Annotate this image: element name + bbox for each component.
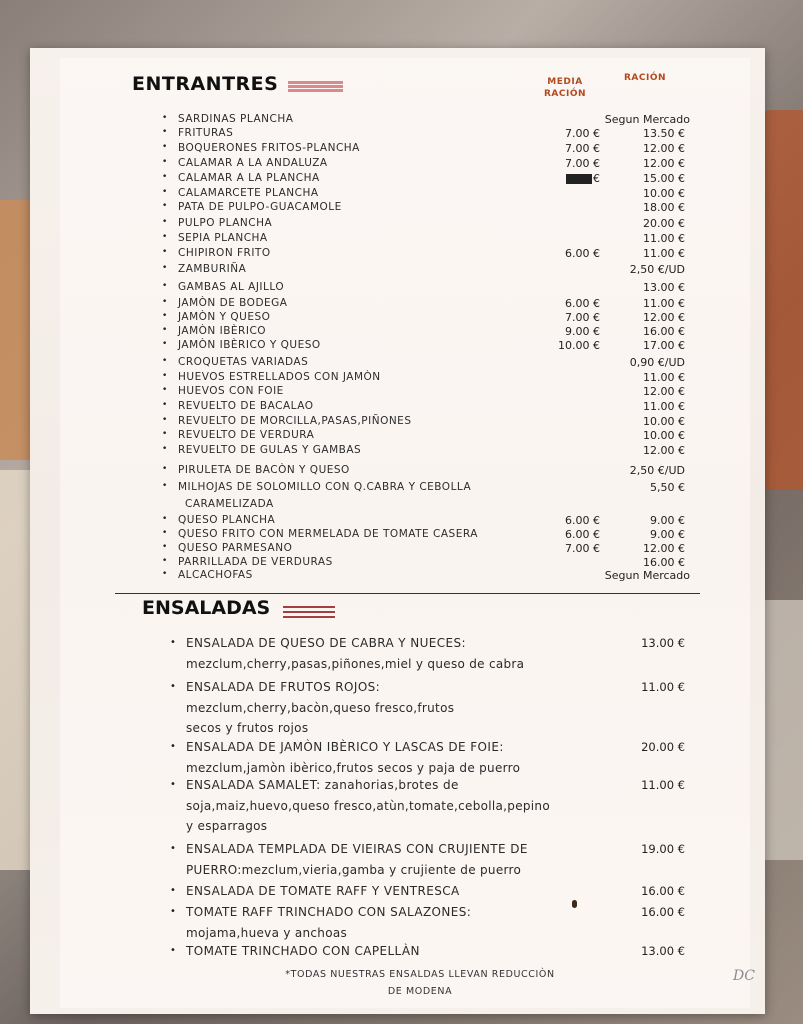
bullet-icon: • (162, 385, 168, 395)
entrante-racion-price: 9.00 € (650, 528, 685, 541)
ensalada-name: TOMATE RAFF TRINCHADO CON SALAZONES: (186, 905, 472, 919)
bullet-icon: • (162, 528, 168, 538)
entrante-name: JAMÒN IBÈRICO (178, 325, 267, 337)
entrante-row (0, 217, 803, 231)
entrante-name: PARRILLADA DE VERDURAS (178, 556, 333, 568)
entrante-row (0, 263, 803, 277)
ensalada-description: mezclum,jamòn ibèrico,frutos secos y paja de puerro (186, 761, 521, 775)
bullet-icon: • (162, 415, 168, 425)
ensaladas-title: ENSALADAS (142, 597, 271, 619)
entrante-row (0, 201, 803, 215)
bullet-icon: • (162, 247, 168, 257)
bullet-icon: • (162, 217, 168, 227)
bullet-icon: • (162, 400, 168, 410)
bullet-icon: • (170, 906, 176, 917)
ensalada-name: ENSALADA DE JAMÒN IBÈRICO Y LASCAS DE FOIE: (186, 740, 504, 754)
entrante-row (0, 281, 803, 295)
ensalada-name: ENSALADA TEMPLADA DE VIEIRAS CON CRUJIENTE DE (186, 842, 528, 856)
entrante-row (0, 385, 803, 399)
entrantes-title: ENTRANTRES (132, 73, 279, 95)
entrante-name: QUESO FRITO CON MERMELADA DE TOMATE CASERA (178, 528, 478, 540)
entrante-name: FRITURAS (178, 127, 234, 139)
bullet-icon: • (162, 444, 168, 454)
entrante-row (0, 297, 803, 311)
entrante-row (0, 325, 803, 339)
entrante-racion-price: 11.00 € (643, 232, 685, 245)
entrante-media-price: 7.00 € (565, 311, 600, 324)
entrante-racion-price: 15.00 € (643, 172, 685, 185)
entrante-racion-price: 11.00 € (643, 247, 685, 260)
ensalada-name: ENSALADA DE FRUTOS ROJOS: (186, 680, 381, 694)
ensalada-name: ENSALADA SAMALET: zanahorias,brotes de (186, 778, 459, 792)
entrante-row (0, 247, 803, 261)
ensalada-price: 11.00 € (641, 680, 685, 694)
entrante-row (0, 232, 803, 246)
entrante-racion-price: 12.00 € (643, 385, 685, 398)
ensalada-description: PUERRO:mezclum,vieria,gamba y crujiente de puerro (186, 863, 522, 877)
bullet-icon: • (170, 681, 176, 692)
entrante-name: CROQUETAS VARIADAS (178, 356, 309, 368)
entrante-row (0, 187, 803, 201)
entrante-name: ALCACHOFAS (178, 569, 253, 581)
bullet-icon: • (162, 201, 168, 211)
entrante-racion-price: Segun Mercado (604, 113, 690, 126)
title-decoration-icon (288, 80, 343, 92)
entrante-media-price: 6.00 € (565, 247, 600, 260)
ensalada-name: ENSALADA DE TOMATE RAFF Y VENTRESCA (186, 884, 460, 898)
bullet-icon: • (162, 297, 168, 307)
entrante-row (0, 556, 803, 570)
entrante-racion-price: 13.00 € (643, 281, 685, 294)
entrante-row (0, 514, 803, 528)
entrante-row (0, 429, 803, 443)
entrante-media-price: 7.00 € (565, 142, 600, 155)
ensalada-price: 11.00 € (641, 778, 685, 792)
bullet-icon: • (162, 311, 168, 321)
ensaladas-note-line2: DE MODENA (387, 986, 453, 997)
entrante-racion-price: 12.00 € (643, 311, 685, 324)
entrante-row (0, 339, 803, 353)
entrante-name: JAMÒN DE BODEGA (178, 297, 288, 309)
entrante-row (0, 528, 803, 542)
signature: DC (733, 968, 755, 984)
entrante-row (0, 157, 803, 171)
ink-mark (572, 900, 577, 908)
entrante-racion-price: 12.00 € (643, 444, 685, 457)
entrante-name-continued: CARAMELIZADA (185, 498, 274, 510)
bullet-icon: • (162, 187, 168, 197)
entrante-name: PIRULETA DE BACÒN Y QUESO (178, 464, 350, 476)
entrante-name: CALAMARCETE PLANCHA (178, 187, 319, 199)
bullet-icon: • (162, 569, 168, 579)
entrante-racion-price: 20.00 € (643, 217, 685, 230)
entrante-row (0, 311, 803, 325)
entrante-media-price: 6.00 € (565, 528, 600, 541)
entrante-name: QUESO PLANCHA (178, 514, 276, 526)
entrante-row (0, 371, 803, 385)
entrante-racion-price: 18.00 € (643, 201, 685, 214)
bullet-icon: • (162, 542, 168, 552)
entrante-media-price: 6.00 € (565, 514, 600, 527)
bullet-icon: • (162, 263, 168, 273)
ensalada-price: 13.00 € (641, 944, 685, 958)
ensalada-description: soja,maiz,huevo,queso fresco,atùn,tomate,cebolla,pepino (186, 799, 550, 813)
entrante-racion-price: 10.00 € (643, 429, 685, 442)
bullet-icon: • (162, 281, 168, 291)
entrante-name: SEPIA PLANCHA (178, 232, 268, 244)
entrante-racion-price: 12.00 € (643, 157, 685, 170)
fork-knife-icon (283, 603, 335, 619)
entrante-row (0, 464, 803, 478)
entrante-racion-price: 10.00 € (643, 415, 685, 428)
bullet-icon: • (162, 232, 168, 242)
entrante-racion-price: 2,50 €/UD (629, 263, 685, 276)
entrante-media-price: 10.00 € (558, 339, 600, 352)
column-header-racion: RACIÓN (623, 73, 667, 83)
entrante-name: JAMÒN IBÈRICO Y QUESO (178, 339, 321, 351)
entrante-row (0, 415, 803, 429)
bullet-icon: • (162, 127, 168, 137)
ensalada-description: mezclum,cherry,bacòn,queso fresco,frutos (186, 701, 455, 715)
bullet-icon: • (162, 325, 168, 335)
ensalada-price: 16.00 € (641, 905, 685, 919)
bullet-icon: • (162, 429, 168, 439)
ensalada-description: mezclum,cherry,pasas,piñones,miel y queso de cabra (186, 657, 525, 671)
ensalada-price: 20.00 € (641, 740, 685, 754)
column-header-media-racion: MEDIA RACIÓN (543, 77, 587, 99)
entrante-name: REVUELTO DE VERDURA (178, 429, 315, 441)
bullet-icon: • (162, 142, 168, 152)
bullet-icon: • (162, 371, 168, 381)
bullet-icon: • (162, 356, 168, 366)
ensalada-description: y esparragos (186, 819, 268, 833)
entrante-name: CALAMAR A LA PLANCHA (178, 172, 320, 184)
entrante-name: BOQUERONES FRITOS-PLANCHA (178, 142, 360, 154)
entrante-media-price: 9.00 € (565, 325, 600, 338)
entrante-name: QUESO PARMESANO (178, 542, 293, 554)
bullet-icon: • (170, 741, 176, 752)
entrante-media-price: 7.00 € (565, 542, 600, 555)
entrante-name: CHIPIRON FRITO (178, 247, 271, 259)
entrante-row (0, 127, 803, 141)
entrante-racion-price: 12.00 € (643, 142, 685, 155)
entrante-racion-price: 16.00 € (643, 556, 685, 569)
entrante-name: REVUELTO DE BACALAO (178, 400, 314, 412)
ensalada-description: mojama,hueva y anchoas (186, 926, 348, 940)
bullet-icon: • (162, 339, 168, 349)
entrante-name: PATA DE PULPO-GUACAMOLE (178, 201, 342, 213)
entrante-row (0, 400, 803, 414)
entrante-racion-price: 5,50 € (650, 481, 685, 494)
entrante-row (0, 481, 803, 495)
entrante-row (0, 542, 803, 556)
ensalada-price: 19.00 € (641, 842, 685, 856)
entrante-media-price: 6.00 € (565, 297, 600, 310)
entrante-name: REVUELTO DE MORCILLA,PASAS,PIÑONES (178, 415, 412, 427)
ensalada-description: secos y frutos rojos (186, 721, 309, 735)
ensalada-name: ENSALADA DE QUESO DE CABRA Y NUECES: (186, 636, 466, 650)
entrante-racion-price: Segun Mercado (604, 569, 690, 582)
bullet-icon: • (162, 514, 168, 524)
bullet-icon: • (170, 945, 176, 956)
entrante-name: REVUELTO DE GULAS Y GAMBAS (178, 444, 362, 456)
entrante-name: JAMÒN Y QUESO (178, 311, 271, 323)
entrante-name: GAMBAS AL AJILLO (178, 281, 285, 293)
entrante-racion-price: 11.00 € (643, 371, 685, 384)
section-divider (115, 593, 700, 594)
entrante-media-price (548, 172, 600, 185)
entrante-row (0, 444, 803, 458)
entrante-racion-price: 16.00 € (643, 325, 685, 338)
bullet-icon: • (162, 556, 168, 566)
entrante-name: ZAMBURIÑA (178, 263, 247, 275)
bullet-icon: • (162, 464, 168, 474)
bullet-icon: • (170, 885, 176, 896)
entrante-racion-price: 13.50 € (643, 127, 685, 140)
entrante-name: PULPO PLANCHA (178, 217, 273, 229)
entrante-name: HUEVOS ESTRELLADOS CON JAMÒN (178, 371, 381, 383)
entrante-row (0, 356, 803, 370)
entrante-racion-price: 17.00 € (643, 339, 685, 352)
ensalada-price: 13.00 € (641, 636, 685, 650)
bullet-icon: • (170, 779, 176, 790)
bullet-icon: • (170, 637, 176, 648)
entrante-racion-price: 9.00 € (650, 514, 685, 527)
entrante-racion-price: 0,90 €/UD (629, 356, 685, 369)
entrante-racion-price: 10.00 € (643, 187, 685, 200)
entrante-name: MILHOJAS DE SOLOMILLO CON Q.CABRA Y CEBOLLA (178, 481, 472, 493)
entrante-racion-price: 2,50 €/UD (629, 464, 685, 477)
entrante-racion-price: 11.00 € (643, 297, 685, 310)
bullet-icon: • (162, 113, 168, 123)
bullet-icon: • (162, 157, 168, 167)
entrante-media-price: 7.00 € (565, 127, 600, 140)
entrante-row (0, 142, 803, 156)
entrante-media-price: 7.00 € (565, 157, 600, 170)
bullet-icon: • (162, 481, 168, 491)
ensalada-name: TOMATE TRINCHADO CON CAPELLÀN (186, 944, 420, 958)
entrante-row (0, 172, 803, 186)
entrante-name: HUEVOS CON FOIE (178, 385, 284, 397)
ensaladas-note-line1: *TODAS NUESTRAS ENSALDAS LLEVAN REDUCCIÒN (285, 969, 555, 980)
entrante-name: SARDINAS PLANCHA (178, 113, 294, 125)
entrante-row (0, 569, 803, 583)
bullet-icon: • (170, 843, 176, 854)
ensalada-price: 16.00 € (641, 884, 685, 898)
entrante-row (0, 113, 803, 127)
entrante-racion-price: 12.00 € (643, 542, 685, 555)
entrante-name: CALAMAR A LA ANDALUZA (178, 157, 328, 169)
bullet-icon: • (162, 172, 168, 182)
entrante-racion-price: 11.00 € (643, 400, 685, 413)
